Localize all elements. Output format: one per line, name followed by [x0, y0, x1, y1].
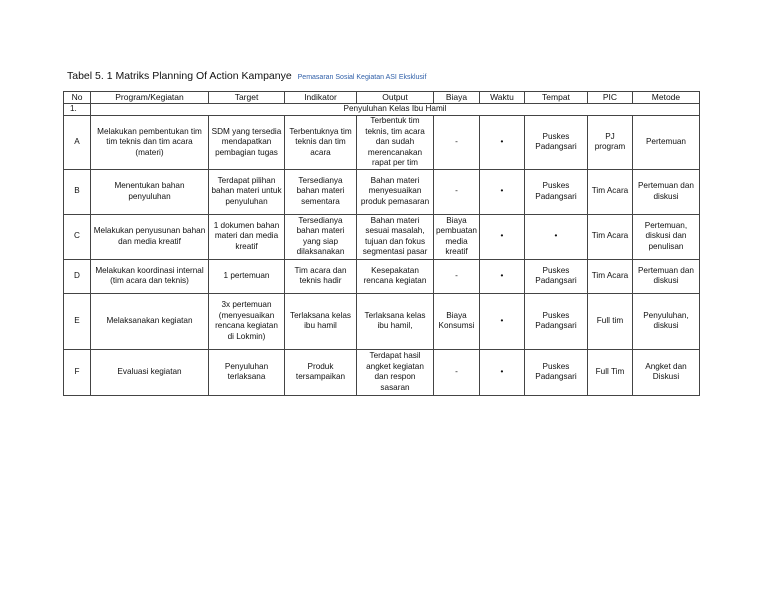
cell-target: Terdapat pilihan bahan materi untuk penyuluhan — [209, 169, 285, 214]
cell-no: F — [64, 349, 91, 395]
cell-indikator: Tersedianya bahan materi sementara — [285, 169, 357, 214]
header-indikator: Indikator — [285, 92, 357, 104]
cell-metode: Pertemuan — [632, 116, 699, 170]
header-pic: PIC — [587, 92, 632, 104]
cell-metode: Pertemuan dan diskusi — [632, 169, 699, 214]
cell-tempat: Puskes Padangsari — [524, 259, 587, 293]
table-caption — [67, 70, 426, 82]
cell-program: Melakukan koordinasi internal (tim acara dan teknis) — [91, 259, 209, 293]
cell-waktu: • — [479, 349, 524, 395]
cell-program: Evaluasi kegiatan — [91, 349, 209, 395]
cell-waktu: • — [479, 169, 524, 214]
cell-indikator: Tersedianya bahan materi yang siap dilaksanakan — [285, 214, 357, 259]
cell-waktu: • — [479, 116, 524, 170]
cell-biaya: - — [434, 169, 480, 214]
cell-target: SDM yang tersedia mendapatkan pembagian tugas — [209, 116, 285, 170]
cell-metode: Pertemuan, diskusi dan penulisan — [632, 214, 699, 259]
cell-biaya: - — [434, 349, 480, 395]
cell-target: 3x pertemuan (menyesuaikan rencana kegiatan di Lokmin) — [209, 293, 285, 349]
cell-no: D — [64, 259, 91, 293]
cell-output: Kesepakatan rencana kegiatan — [357, 259, 434, 293]
cell-biaya: - — [434, 116, 480, 170]
header-program: Program/Kegiatan — [91, 92, 209, 104]
cell-no: E — [64, 293, 91, 349]
cell-no: B — [64, 169, 91, 214]
cell-no: C — [64, 214, 91, 259]
cell-output: Bahan materi sesuai masalah, tujuan dan fokus segmentasi pasar — [357, 214, 434, 259]
header-target: Target — [209, 92, 285, 104]
cell-pic: Full tim — [587, 293, 632, 349]
cell-program: Melaksanakan kegiatan — [91, 293, 209, 349]
table-row — [64, 349, 700, 395]
cell-tempat: Puskes Padangsari — [524, 349, 587, 395]
cell-output: Bahan materi menyesuaikan produk pemasaran — [357, 169, 434, 214]
cell-target: Penyuluhan terlaksana — [209, 349, 285, 395]
header-output: Output — [357, 92, 434, 104]
planning-matrix-table — [63, 91, 700, 396]
caption-main: Tabel 5. 1 Matriks Planning Of Action Kampanye — [67, 70, 292, 82]
section-label: Penyuluhan Kelas Ibu Hamil — [91, 104, 700, 116]
header-waktu: Waktu — [479, 92, 524, 104]
cell-tempat: Puskes Padangsari — [524, 116, 587, 170]
cell-output: Terdapat hasil angket kegiatan dan respon sasaran — [357, 349, 434, 395]
cell-indikator: Terlaksana kelas ibu hamil — [285, 293, 357, 349]
cell-pic: Tim Acara — [587, 214, 632, 259]
header-biaya: Biaya — [434, 92, 480, 104]
section-row — [64, 104, 700, 116]
cell-target: 1 dokumen bahan materi dan media kreatif — [209, 214, 285, 259]
cell-target: 1 pertemuan — [209, 259, 285, 293]
cell-program: Menentukan bahan penyuluhan — [91, 169, 209, 214]
cell-biaya: Biaya pembuatan media kreatif — [434, 214, 480, 259]
header-no: No — [64, 92, 91, 104]
cell-no: A — [64, 116, 91, 170]
table-row — [64, 169, 700, 214]
cell-metode: Penyuluhan, diskusi — [632, 293, 699, 349]
cell-program: Melakukan pembentukan tim tim teknis dan tim acara (materi) — [91, 116, 209, 170]
table-row — [64, 293, 700, 349]
cell-waktu: • — [479, 293, 524, 349]
cell-pic: Full Tim — [587, 349, 632, 395]
table-row — [64, 259, 700, 293]
cell-metode: Pertemuan dan diskusi — [632, 259, 699, 293]
cell-tempat: Puskes Padangsari — [524, 293, 587, 349]
cell-indikator: Tim acara dan teknis hadir — [285, 259, 357, 293]
cell-waktu: • — [479, 259, 524, 293]
header-row — [64, 92, 700, 104]
cell-tempat: • — [524, 214, 587, 259]
table-row — [64, 214, 700, 259]
cell-output: Terlaksana kelas ibu hamil, — [357, 293, 434, 349]
header-tempat: Tempat — [524, 92, 587, 104]
cell-waktu: • — [479, 214, 524, 259]
cell-indikator: Produk tersampaikan — [285, 349, 357, 395]
table-row — [64, 116, 700, 170]
section-no: 1. — [64, 104, 91, 116]
cell-biaya: - — [434, 259, 480, 293]
cell-program: Melakukan penyusunan bahan dan media kreatif — [91, 214, 209, 259]
cell-output: Terbentuk tim teknis, tim acara dan sudah merencanakan rapat per tim — [357, 116, 434, 170]
header-metode: Metode — [632, 92, 699, 104]
caption-subtitle: Pemasaran Sosial Kegiatan ASI Eksklusif — [297, 74, 427, 81]
cell-indikator: Terbentuknya tim teknis dan tim acara — [285, 116, 357, 170]
cell-tempat: Puskes Padangsari — [524, 169, 587, 214]
cell-biaya: Biaya Konsumsi — [434, 293, 480, 349]
cell-pic: Tim Acara — [587, 169, 632, 214]
cell-metode: Angket dan Diskusi — [632, 349, 699, 395]
cell-pic: PJ program — [587, 116, 632, 170]
cell-pic: Tim Acara — [587, 259, 632, 293]
